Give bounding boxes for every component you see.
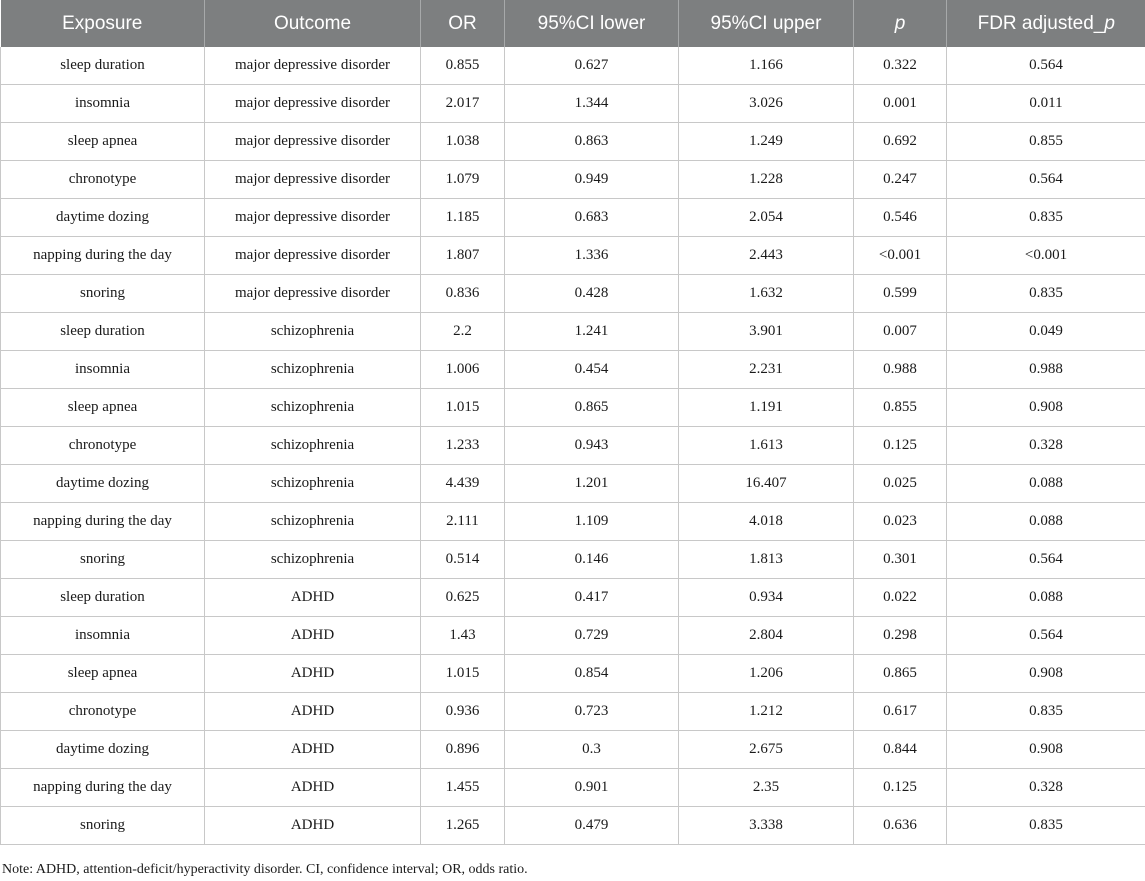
cell-exposure: daytime dozing: [1, 465, 205, 503]
cell-outcome: schizophrenia: [205, 389, 421, 427]
cell-ci-lower: 0.943: [505, 427, 679, 465]
cell-exposure: daytime dozing: [1, 199, 205, 237]
cell-p: 0.025: [854, 465, 947, 503]
table-row: [1, 389, 1145, 427]
cell-fdr-p: 0.088: [947, 503, 1145, 541]
cell-or: 1.006: [421, 351, 505, 389]
header-fdr-prefix: FDR adjusted_: [977, 12, 1105, 34]
cell-or: 1.807: [421, 237, 505, 275]
cell-p: 0.546: [854, 199, 947, 237]
cell-outcome: major depressive disorder: [205, 123, 421, 161]
table-row: [1, 617, 1145, 655]
cell-p: 0.298: [854, 617, 947, 655]
cell-fdr-p: 0.988: [947, 351, 1145, 389]
cell-p: 0.125: [854, 769, 947, 807]
cell-ci-upper: 1.212: [679, 693, 854, 731]
cell-ci-upper: 3.901: [679, 313, 854, 351]
cell-outcome: major depressive disorder: [205, 161, 421, 199]
cell-outcome: major depressive disorder: [205, 85, 421, 123]
cell-ci-lower: 0.417: [505, 579, 679, 617]
table-row: [1, 427, 1145, 465]
cell-fdr-p: 0.564: [947, 617, 1145, 655]
table-row: [1, 541, 1145, 579]
table-body: [1, 47, 1145, 845]
cell-exposure: snoring: [1, 541, 205, 579]
table-row: [1, 503, 1145, 541]
table-note: Note: ADHD, attention-deficit/hyperactivity disorder. CI, confidence interval; OR, odds ratio.: [2, 862, 528, 877]
header-fdr-p: p: [1104, 12, 1115, 34]
cell-ci-upper: 1.632: [679, 275, 854, 313]
cell-exposure: insomnia: [1, 351, 205, 389]
cell-outcome: schizophrenia: [205, 465, 421, 503]
cell-ci-lower: 0.3: [505, 731, 679, 769]
cell-ci-upper: 1.613: [679, 427, 854, 465]
table-row: [1, 237, 1145, 275]
cell-fdr-p: 0.088: [947, 579, 1145, 617]
cell-ci-upper: 2.231: [679, 351, 854, 389]
header-ci-lower: 95%CI lower: [505, 0, 679, 47]
cell-fdr-p: 0.908: [947, 655, 1145, 693]
cell-exposure: napping during the day: [1, 237, 205, 275]
cell-fdr-p: 0.011: [947, 85, 1145, 123]
cell-or: 1.185: [421, 199, 505, 237]
cell-ci-lower: 0.683: [505, 199, 679, 237]
cell-or: 0.855: [421, 47, 505, 85]
cell-or: 0.625: [421, 579, 505, 617]
header-p: [854, 0, 947, 47]
cell-ci-upper: 2.35: [679, 769, 854, 807]
cell-or: 1.015: [421, 389, 505, 427]
table-row: [1, 275, 1145, 313]
cell-fdr-p: 0.328: [947, 769, 1145, 807]
table-row: [1, 199, 1145, 237]
cell-or: 1.233: [421, 427, 505, 465]
table-row: [1, 693, 1145, 731]
cell-or: 1.038: [421, 123, 505, 161]
cell-p: 0.247: [854, 161, 947, 199]
table-header: [1, 0, 1145, 47]
cell-exposure: insomnia: [1, 617, 205, 655]
cell-or: 0.896: [421, 731, 505, 769]
header-fdr-adjusted-p: [947, 0, 1145, 47]
cell-ci-upper: 1.191: [679, 389, 854, 427]
table-row: [1, 313, 1145, 351]
cell-p: 0.022: [854, 579, 947, 617]
cell-ci-upper: 2.804: [679, 617, 854, 655]
header-outcome: Outcome: [205, 0, 421, 47]
cell-p: 0.844: [854, 731, 947, 769]
cell-exposure: sleep apnea: [1, 123, 205, 161]
cell-p: <0.001: [854, 237, 947, 275]
cell-exposure: snoring: [1, 807, 205, 845]
cell-outcome: schizophrenia: [205, 541, 421, 579]
cell-ci-upper: 16.407: [679, 465, 854, 503]
cell-fdr-p: 0.564: [947, 161, 1145, 199]
cell-ci-upper: 1.166: [679, 47, 854, 85]
table-row: [1, 579, 1145, 617]
cell-outcome: ADHD: [205, 693, 421, 731]
cell-outcome: ADHD: [205, 769, 421, 807]
table-row: [1, 47, 1145, 85]
cell-or: 0.836: [421, 275, 505, 313]
cell-outcome: major depressive disorder: [205, 47, 421, 85]
cell-p: 0.125: [854, 427, 947, 465]
cell-outcome: ADHD: [205, 617, 421, 655]
cell-exposure: napping during the day: [1, 503, 205, 541]
cell-outcome: schizophrenia: [205, 503, 421, 541]
table-row: [1, 807, 1145, 845]
cell-ci-upper: 0.934: [679, 579, 854, 617]
table-row: [1, 85, 1145, 123]
cell-outcome: major depressive disorder: [205, 199, 421, 237]
table-row: [1, 731, 1145, 769]
cell-ci-upper: 3.338: [679, 807, 854, 845]
cell-exposure: sleep apnea: [1, 655, 205, 693]
cell-outcome: major depressive disorder: [205, 275, 421, 313]
cell-ci-lower: 0.854: [505, 655, 679, 693]
cell-or: 4.439: [421, 465, 505, 503]
cell-p: 0.301: [854, 541, 947, 579]
table-row: [1, 655, 1145, 693]
cell-or: 2.017: [421, 85, 505, 123]
cell-p: 0.023: [854, 503, 947, 541]
cell-fdr-p: 0.835: [947, 275, 1145, 313]
cell-or: 1.015: [421, 655, 505, 693]
cell-ci-upper: 3.026: [679, 85, 854, 123]
cell-p: 0.855: [854, 389, 947, 427]
cell-ci-upper: 4.018: [679, 503, 854, 541]
cell-ci-upper: 2.443: [679, 237, 854, 275]
cell-ci-lower: 0.428: [505, 275, 679, 313]
cell-exposure: sleep duration: [1, 579, 205, 617]
cell-ci-upper: 1.206: [679, 655, 854, 693]
cell-outcome: major depressive disorder: [205, 237, 421, 275]
cell-ci-lower: 0.949: [505, 161, 679, 199]
cell-p: 0.322: [854, 47, 947, 85]
cell-or: 0.936: [421, 693, 505, 731]
table-row: [1, 351, 1145, 389]
header-or: OR: [421, 0, 505, 47]
header-row: [1, 0, 1145, 47]
cell-fdr-p: 0.088: [947, 465, 1145, 503]
cell-exposure: snoring: [1, 275, 205, 313]
cell-exposure: chronotype: [1, 693, 205, 731]
cell-or: 1.43: [421, 617, 505, 655]
cell-fdr-p: 0.908: [947, 389, 1145, 427]
header-p-label: p: [894, 12, 906, 34]
cell-ci-lower: 1.336: [505, 237, 679, 275]
cell-exposure: napping during the day: [1, 769, 205, 807]
table-row: [1, 161, 1145, 199]
cell-ci-lower: 0.901: [505, 769, 679, 807]
cell-fdr-p: 0.564: [947, 47, 1145, 85]
cell-exposure: chronotype: [1, 427, 205, 465]
cell-or: 2.111: [421, 503, 505, 541]
cell-fdr-p: 0.049: [947, 313, 1145, 351]
cell-p: 0.617: [854, 693, 947, 731]
cell-p: 0.865: [854, 655, 947, 693]
cell-outcome: ADHD: [205, 655, 421, 693]
cell-ci-lower: 1.201: [505, 465, 679, 503]
cell-or: 1.265: [421, 807, 505, 845]
cell-p: 0.636: [854, 807, 947, 845]
cell-ci-upper: 1.249: [679, 123, 854, 161]
cell-fdr-p: 0.835: [947, 199, 1145, 237]
cell-outcome: ADHD: [205, 579, 421, 617]
cell-ci-lower: 0.723: [505, 693, 679, 731]
cell-or: 1.455: [421, 769, 505, 807]
cell-fdr-p: 0.835: [947, 693, 1145, 731]
cell-ci-lower: 1.109: [505, 503, 679, 541]
table-row: [1, 465, 1145, 503]
cell-ci-lower: 0.729: [505, 617, 679, 655]
cell-fdr-p: 0.908: [947, 731, 1145, 769]
cell-exposure: chronotype: [1, 161, 205, 199]
header-exposure: Exposure: [1, 0, 205, 47]
cell-ci-upper: 2.675: [679, 731, 854, 769]
cell-p: 0.001: [854, 85, 947, 123]
cell-outcome: ADHD: [205, 731, 421, 769]
header-ci-upper: 95%CI upper: [679, 0, 854, 47]
cell-ci-upper: 2.054: [679, 199, 854, 237]
cell-ci-lower: 1.344: [505, 85, 679, 123]
cell-ci-upper: 1.813: [679, 541, 854, 579]
cell-fdr-p: 0.328: [947, 427, 1145, 465]
cell-outcome: schizophrenia: [205, 313, 421, 351]
cell-p: 0.007: [854, 313, 947, 351]
cell-fdr-p: 0.855: [947, 123, 1145, 161]
cell-outcome: schizophrenia: [205, 351, 421, 389]
table-row: [1, 123, 1145, 161]
cell-ci-upper: 1.228: [679, 161, 854, 199]
table-row: [1, 769, 1145, 807]
cell-or: 2.2: [421, 313, 505, 351]
cell-fdr-p: <0.001: [947, 237, 1145, 275]
cell-ci-lower: 0.863: [505, 123, 679, 161]
cell-exposure: daytime dozing: [1, 731, 205, 769]
cell-exposure: insomnia: [1, 85, 205, 123]
cell-ci-lower: 0.146: [505, 541, 679, 579]
cell-exposure: sleep duration: [1, 313, 205, 351]
cell-ci-lower: 0.865: [505, 389, 679, 427]
cell-ci-lower: 0.627: [505, 47, 679, 85]
cell-or: 1.079: [421, 161, 505, 199]
cell-outcome: ADHD: [205, 807, 421, 845]
cell-fdr-p: 0.564: [947, 541, 1145, 579]
cell-exposure: sleep duration: [1, 47, 205, 85]
cell-or: 0.514: [421, 541, 505, 579]
cell-outcome: schizophrenia: [205, 427, 421, 465]
cell-ci-lower: 1.241: [505, 313, 679, 351]
cell-p: 0.599: [854, 275, 947, 313]
cell-p: 0.988: [854, 351, 947, 389]
cell-p: 0.692: [854, 123, 947, 161]
cell-exposure: sleep apnea: [1, 389, 205, 427]
cell-ci-lower: 0.454: [505, 351, 679, 389]
cell-ci-lower: 0.479: [505, 807, 679, 845]
cell-fdr-p: 0.835: [947, 807, 1145, 845]
